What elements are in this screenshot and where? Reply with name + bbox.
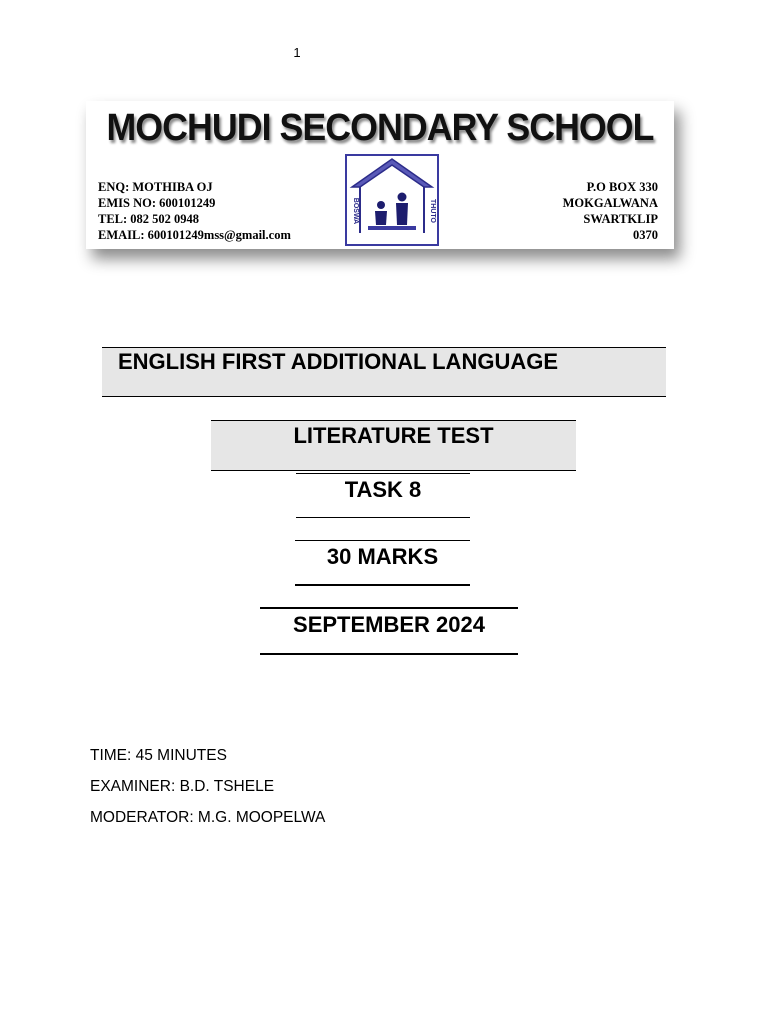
postal-code-line: 0370 [633,228,658,242]
crest-roof-text: EDUCATION [377,176,407,182]
town-line: MOKGALWANA [562,196,658,210]
marks-label: 30 MARKS [326,544,439,569]
marks-box [295,540,470,586]
crest-right-text: THUTO [429,199,436,223]
subject-box [102,347,666,397]
moderator-info: MODERATOR: M.G. MOOPELWA [90,809,326,826]
postal-address [563,179,658,243]
date-box [260,607,518,655]
crest-left-text: BOSWA [352,197,359,225]
test-title-box [211,420,576,471]
enquiries-line: ENQ: MOTHIBA OJ [98,180,213,194]
email-line: EMAIL: 600101249mss@gmail.com [98,228,291,242]
area-line: SWARTKLIP [583,212,658,226]
emis-line: EMIS NO: 600101249 [98,196,216,210]
school-crest-icon [344,153,440,247]
po-box-line: P.O BOX 330 [586,180,658,194]
page-number: 1 [293,45,301,60]
time-info: TIME: 45 MINUTES [90,747,227,764]
task-box [296,473,470,518]
contact-details [98,179,291,243]
school-letterhead [86,101,674,249]
subject-title: ENGLISH FIRST ADDITIONAL LANGUAGE [118,349,558,374]
date-label: SEPTEMBER 2024 [293,612,485,637]
test-title: LITERATURE TEST [293,423,494,448]
examiner-info: EXAMINER: B.D. TSHELE [90,778,275,795]
telephone-line: TEL: 082 502 0948 [98,212,200,226]
school-name: MOCHUDI SECONDARY SCHOOL [106,107,654,149]
task-label: TASK 8 [344,477,422,502]
